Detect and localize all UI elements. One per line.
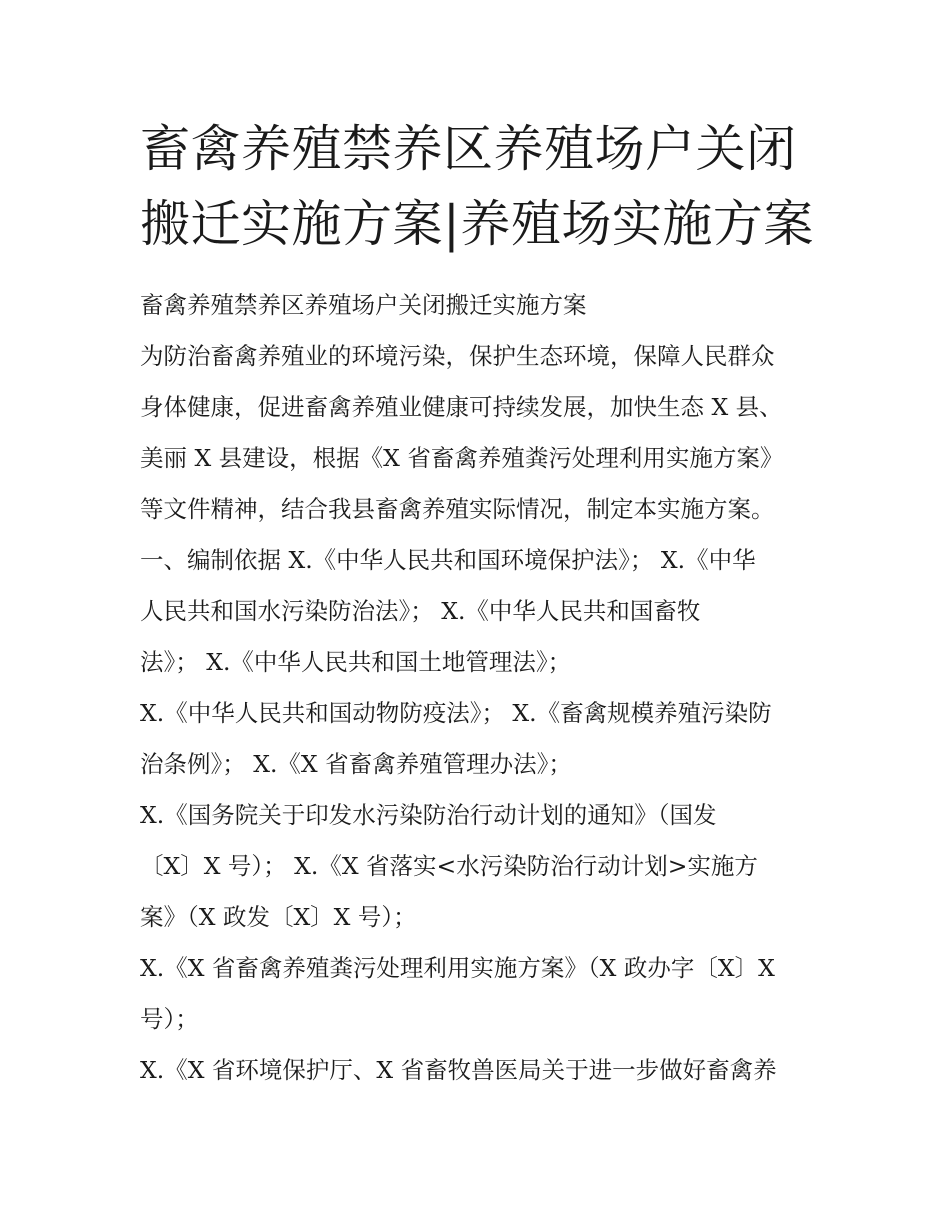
paragraph-line: 一、编制依据 X.《中华人民共和国环境保护法》； X.《中华 (140, 546, 756, 574)
paragraph-line: X.《X 省环境保护厅、X 省畜牧兽医局关于进一步做好畜禽养 (140, 1056, 777, 1084)
paragraph-line: 〔X〕X 号）； X.《X 省落实<水污染防治行动计划>实施方 (140, 852, 758, 880)
paragraph-line: 治条例》； X.《X 省畜禽养殖管理办法》； (140, 750, 572, 778)
paragraph-line: 法》； X.《中华人民共和国土地管理法》； (140, 648, 572, 676)
paragraph-line: X.《国务院关于印发水污染防治行动计划的通知》（国发 (140, 801, 717, 829)
paragraph-line: 美丽 X 县建设，根据《X 省畜禽养殖粪污处理利用实施方案》 (140, 444, 784, 472)
paragraph-line: 号）； (140, 1005, 199, 1033)
subtitle-line: 畜禽养殖禁养区养殖场户关闭搬迁实施方案 (140, 291, 587, 319)
document-title (140, 112, 830, 262)
paragraph-line: 人民共和国水污染防治法》； X.《中华人民共和国畜牧 (140, 597, 701, 625)
paragraph-line: 为防治畜禽养殖业的环境污染，保护生态环境，保障人民群众 (140, 342, 775, 370)
document-body (140, 280, 830, 1096)
paragraph-line: 等文件精神，结合我县畜禽养殖实际情况，制定本实施方案。 (140, 495, 775, 523)
title-line: 搬迁实施方案|养殖场实施方案 (140, 195, 814, 253)
paragraph-line: 身体健康，促进畜禽养殖业健康可持续发展，加快生态 X 县、 (140, 393, 783, 421)
title-line: 畜禽养殖禁养区养殖场户关闭 (140, 120, 797, 178)
paragraph-line: X.《中华人民共和国动物防疫法》； X.《畜禽规模养殖污染防 (140, 699, 772, 727)
paragraph-line: 案》（X 政发〔X〕X 号）； (140, 903, 417, 931)
paragraph-line: X.《X 省畜禽养殖粪污处理利用实施方案》（X 政办字〔X〕X (140, 954, 775, 982)
